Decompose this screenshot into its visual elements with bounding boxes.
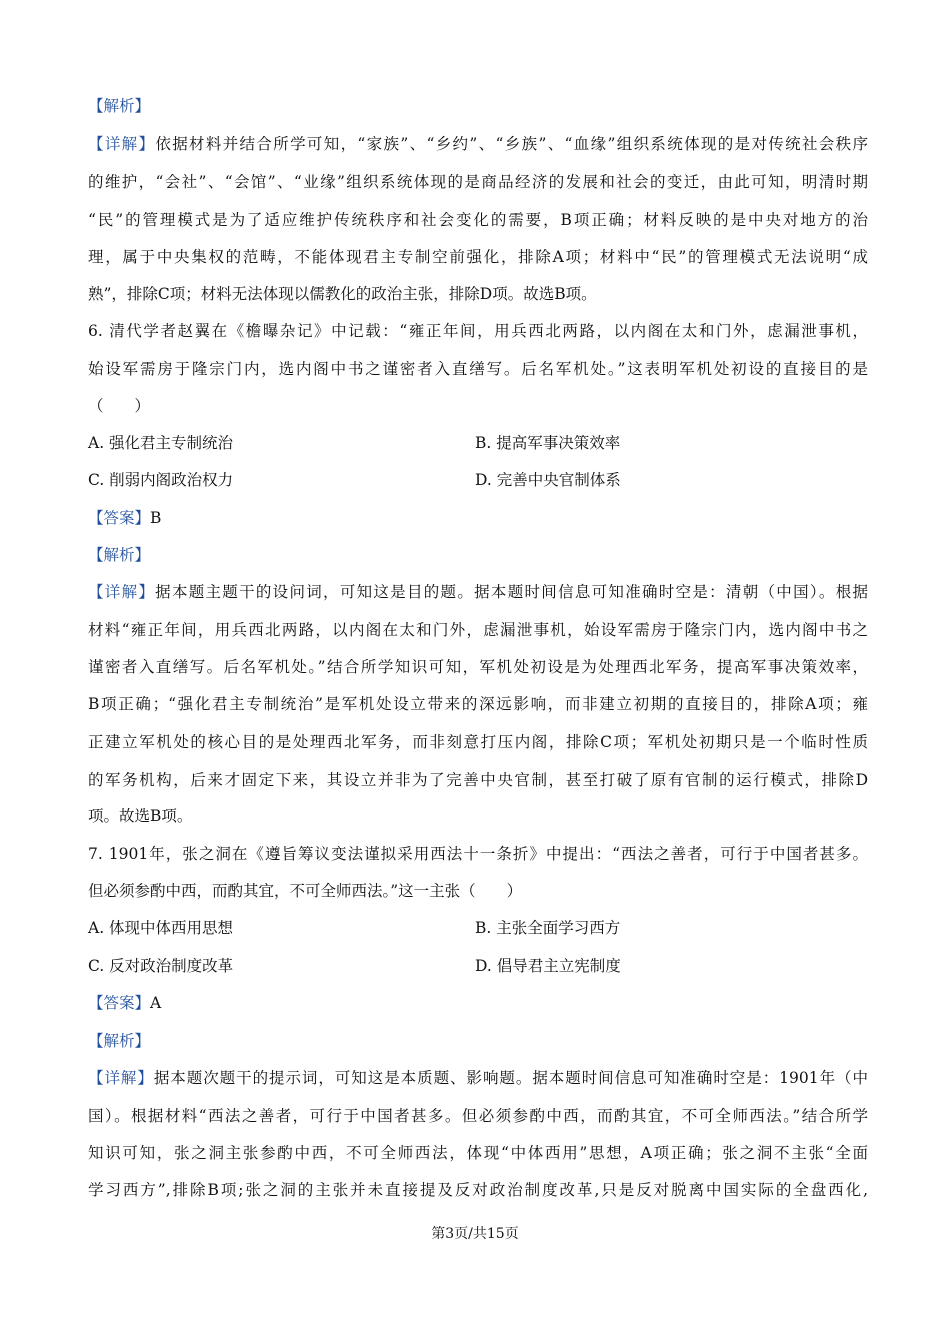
detail-line: 理，属于中央集权的范畴，不能体现君主专制空前强化，排除A项；材料中“民”的管理模式无法说明“成 xyxy=(88,248,868,266)
detail-line: 国）。根据材料“西法之善者，可行于中国者甚多。但必须参酌中西，而酌其宜，不可全师西法。”结合所学 xyxy=(88,1107,868,1125)
detail-line: 材料“雍正年间，用兵西北两路，以内阁在太和门外，虑漏泄事机，始设军需房于隆宗门内，选内阁中书之 xyxy=(88,621,868,639)
question-6-stem: 6. 清代学者赵翼在《檐曝杂记》中记载：“雍正年间，用兵西北两路，以内阁在太和门外，虑漏泄事机， xyxy=(88,322,868,340)
detail-line: B项正确；“强化君主专制统治”是军机处设立带来的深远影响，而非建立初期的直接目的，排除A项；雍 xyxy=(88,695,868,713)
detail-tag: 【详解】 xyxy=(88,1069,154,1087)
answer-value: B xyxy=(150,509,162,527)
q7-option-a: A. 体现中体西用思想 xyxy=(88,919,234,937)
detail-line: 【详解】据本题主题干的设问词，可知这是目的题。据本题时间信息可知准确时空是：清朝（中国）。根据 xyxy=(88,583,868,601)
q6-option-c: C. 削弱内阁政治权力 xyxy=(88,471,234,489)
q7-option-d: D. 倡导君主立宪制度 xyxy=(475,957,621,975)
q7-option-c: C. 反对政治制度改革 xyxy=(88,957,234,975)
detail-line: “民”的管理模式是为了适应维护传统秩序和社会变化的需要，B项正确；材料反映的是中央对地方的治 xyxy=(88,211,868,229)
detail-line: 熟”，排除C项；材料无法体现以儒教化的政治主张，排除D项。故选B项。 xyxy=(88,285,597,303)
q6-answer xyxy=(88,508,868,528)
detail-tag: 【详解】 xyxy=(88,135,156,153)
q6-option-d: D. 完善中央官制体系 xyxy=(475,471,621,489)
detail-line: 的维护，“会社”、“会馆”、“业缘”组织系统体现的是商品经济的发展和社会的变迁，由此可知，明清时期 xyxy=(88,173,868,191)
q7-option-b: B. 主张全面学习西方 xyxy=(475,919,621,937)
detail-tag: 【详解】 xyxy=(88,583,156,601)
page-number: 第3页/共15页 xyxy=(431,1226,519,1242)
detail-line: 学习西方”,排除B项;张之洞的主张并未直接提及反对政治制度改革,只是反对脱离中国实际的全盘西化, xyxy=(88,1181,868,1199)
detail-line: 项。故选B项。 xyxy=(88,807,193,825)
question-6-blank: （ ） xyxy=(88,397,151,415)
detail-line: 的军务机构，后来才固定下来，其设立并非为了完善中央官制，甚至打破了原有官制的运行模式，排除D xyxy=(88,771,868,789)
detail-line: 【详解】依据材料并结合所学可知，“家族”、“乡约”、“乡族”、“血缘”组织系统体现的是对传统社会秩序 xyxy=(88,135,868,153)
detail-line: 正建立军机处的核心目的是处理西北军务，而非刻意打压内阁，排除C项；军机处初期只是一个临时性质 xyxy=(88,733,868,751)
analysis-tag: 【解析】 xyxy=(88,97,151,115)
question-7-stem: 但必须参酌中西，而酌其宜，不可全师西法。”这一主张（ ） xyxy=(88,882,523,900)
detail-line: 知识可知，张之洞主张参酌中西，不可全师西法，体现“中体西用”思想，A项正确；张之洞不主张“全面 xyxy=(88,1144,868,1162)
detail-line: 谨密者入直缮写。后名军机处。”结合所学知识可知，军机处初设是为处理西北军务，提高军事决策效率， xyxy=(88,658,868,676)
q6-option-b: B. 提高军事决策效率 xyxy=(475,434,621,452)
answer-tag: 【答案】 xyxy=(88,994,151,1012)
question-7-stem: 7. 1901年，张之洞在《遵旨筹议变法谨拟采用西法十一条折》中提出：“西法之善者，可行于中国者甚多。 xyxy=(88,845,868,863)
detail-line: 【详解】据本题次题干的提示词，可知这是本质题、影响题。据本题时间信息可知准确时空是：1901年（中 xyxy=(88,1069,868,1087)
answer-value: A xyxy=(150,994,162,1012)
answer-tag: 【答案】 xyxy=(88,509,151,527)
analysis-tag: 【解析】 xyxy=(88,546,151,564)
analysis-tag: 【解析】 xyxy=(88,1032,151,1050)
q7-answer xyxy=(88,993,868,1013)
question-6-stem: 始设军需房于隆宗门内，选内阁中书之谨密者入直缮写。后名军机处。”这表明军机处初设的直接目的是 xyxy=(88,360,868,378)
q6-option-a: A. 强化君主专制统治 xyxy=(88,434,234,452)
